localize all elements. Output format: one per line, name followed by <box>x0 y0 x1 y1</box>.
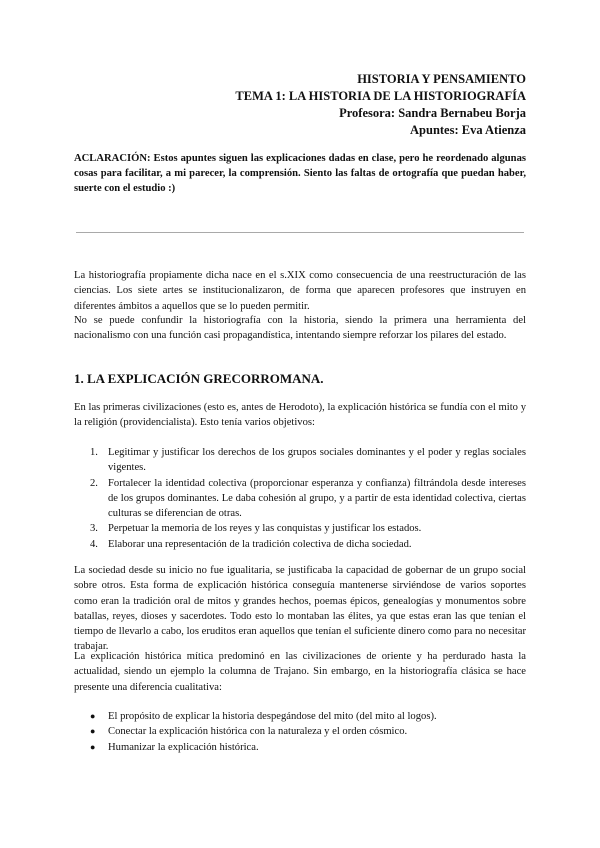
list-item <box>74 724 526 739</box>
section-paragraph-1: En las primeras civilizaciones (esto es, antes de Herodoto), la explicación histórica se fundía con el mito y la religión (providencialista). Esto tenía varios objetivos: <box>74 402 526 429</box>
list-item-text: Conectar la explicación histórica con la naturaleza y el orden cósmico. <box>108 726 408 738</box>
objectives-list <box>74 445 526 552</box>
list-item-text: Legitimar y justificar los derechos de los grupos sociales dominantes y el poder y reglas sociales vigentes. <box>108 447 526 474</box>
notes-author-line: Apuntes: Eva Atienza <box>410 123 526 137</box>
list-item-text: Elaborar una representación de la tradición colectiva de dicha sociedad. <box>108 538 412 550</box>
list-number: 2. <box>90 477 98 489</box>
section-paragraph-3: La explicación histórica mítica predominó en las civilizaciones de oriente y ha perdurado hasta la actualidad, siendo un ejemplo la columna de Trajano. Sin embargo, en la historiografía clásica se hace presente una diferencia cualitativa: <box>74 651 526 693</box>
list-item-text: Humanizar la explicación histórica. <box>108 741 259 753</box>
bullet-icon: ● <box>90 741 96 752</box>
list-item-text: Fortalecer la identidad colectiva (proporcionar esperanza y confianza) filtrándola desde intereses de los grupos dominantes. Le daba cohesión al grupo, y a partir de esta identidad colectiva, ciertas culturas se diferencian de otras. <box>108 477 526 520</box>
professor-line: Profesora: Sandra Bernabeu Borja <box>339 106 526 120</box>
list-item <box>74 445 526 476</box>
clarification-note: ACLARACIÓN: Estos apuntes siguen las explicaciones dadas en clase, pero he reordenado algunas cosas para facilitar, a mi parecer, la comprensión. Siento las faltas de ortografía que puedan haber, suerte con el estudio :) <box>74 153 526 194</box>
list-item-text: El propósito de explicar la historia despegándose del mito (del mito al logos). <box>108 711 437 722</box>
document-header <box>106 71 526 139</box>
list-item <box>74 740 526 755</box>
list-item-text: Perpetuar la memoria de los reyes y las conquistas y justificar los estados. <box>108 523 422 535</box>
section-heading: 1. LA EXPLICACIÓN GRECORROMANA. <box>74 371 324 386</box>
bullet-icon: ● <box>90 726 96 737</box>
course-title: HISTORIA Y PENSAMIENTO <box>357 72 526 86</box>
intro-paragraph-1: La historiografía propiamente dicha nace en el s.XIX como consecuencia de una reestructuración de las ciencias. Los siete artes se institucionalizaron, de forma que aparecen profesores que instruyen en diferentes ámbitos a aquellos que se lo pueden permitir. <box>74 270 526 312</box>
differences-list <box>74 709 526 755</box>
section-paragraph-2: La sociedad desde su inicio no fue igualitaria, se justificaba la capacidad de gobernar de un grupo social sobre otros. Esta forma de explicación histórica conseguía mantenerse sirviéndose de varios soportes como eran la tradición oral de mitos y grandes hechos, poemas épicos, genealogías y monumentos sobre batallas, reyes, dioses y sacerdotes. Todo esto lo montaban las élites, ya que estas eran las que tenían el tiempo de llevarlo a cabo, los eruditos eran aquellos que tenían el suficiente dinero como para no necesitar trabajar. <box>74 565 526 653</box>
intro-paragraph-2: No se puede confundir la historiografía con la historia, siendo la primera una herramienta del nacionalismo con una función casi propagandística, intentando siempre reforzar los pilares del estado. <box>74 315 526 342</box>
horizontal-divider <box>76 232 524 233</box>
bullet-icon: ● <box>90 711 96 721</box>
list-number: 1. <box>90 447 98 458</box>
list-item <box>74 537 526 552</box>
list-number: 3. <box>90 523 98 535</box>
list-number: 4. <box>90 538 98 550</box>
list-item <box>74 709 526 724</box>
list-item <box>74 476 526 522</box>
topic-title: TEMA 1: LA HISTORIA DE LA HISTORIOGRAFÍA <box>235 89 526 103</box>
list-item <box>74 521 526 536</box>
